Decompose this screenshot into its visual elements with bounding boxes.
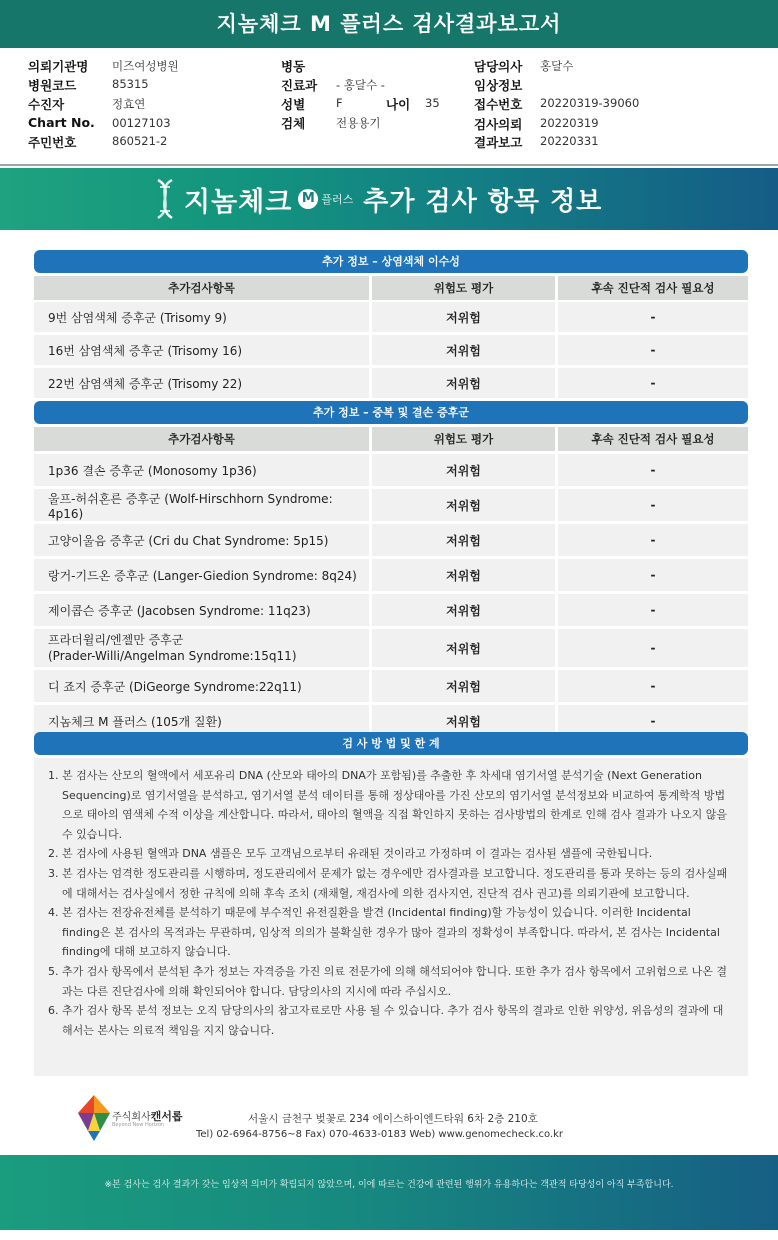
row-followup: - xyxy=(558,524,748,556)
code-value: 85315 xyxy=(112,77,149,91)
row-followup: - xyxy=(558,559,748,591)
table-header xyxy=(34,276,748,300)
table-row xyxy=(34,594,748,626)
report-title: 지놈체크 M 플러스 검사결과보고서 xyxy=(0,0,778,48)
hospital-value: 미즈여성병원 xyxy=(112,59,179,73)
row-followup: - xyxy=(558,454,748,486)
table-header xyxy=(34,427,748,451)
brand-plus: 플러스 xyxy=(321,193,354,206)
table-row xyxy=(34,670,748,702)
methods-item: 3. 본 검사는 엄격한 정도관리를 시행하며, 정도관리에서 문제가 없는 경우에만 검사결과를 보고합니다. 정도관리를 통과 못하는 등의 검사실패에 대해서는 검사실에서 정한 규칙에 의해 후속 조치 (재채혈, 재검사에 의한 검사지연, 진단적 검사 권고)를 의뢰기관에 보고합니다. xyxy=(48,866,728,900)
sex-label: 성별 xyxy=(281,97,306,112)
methods-list xyxy=(48,766,732,1040)
table-row xyxy=(34,629,748,667)
disclaimer-text: ※본 검사는 검사 결과가 갖는 임상적 의미가 확립되지 않았으며, 이에 따르는 건강에 관련된 행위가 유용하다는 객관적 타당성이 아직 부족합니다. xyxy=(104,1180,674,1190)
dept-label: 진료과 xyxy=(281,78,318,93)
banner-brand: 지놈체크 xyxy=(184,186,293,218)
corp-prefix: 주식회사 xyxy=(112,1112,151,1123)
ward-label: 병동 xyxy=(281,59,306,74)
result-value: 20220331 xyxy=(540,134,599,148)
id-value: 860521-2 xyxy=(112,134,168,148)
id-label: 주민번호 xyxy=(28,135,77,150)
methods-item: 4. 본 검사는 전장유전체를 분석하기 때문에 부수적인 유전질환을 발견 (Incidental finding)할 가능성이 있습니다. 이러한 Incidental finding은 본 검사의 목적과는 무관하며, 임상적 의의가 불확실한 경우가 많아 결과의 정확성이 부족합니다. 따라서, 본 검사는 Incidental finding에 대해 보고하지 않습니다. xyxy=(48,906,720,959)
table-row xyxy=(34,489,748,521)
brand-m-badge: M xyxy=(298,189,318,209)
dna-icon xyxy=(150,178,180,220)
chart-value: 00127103 xyxy=(112,116,171,130)
corp-slogan: Beyond New Horizon xyxy=(112,1122,165,1128)
row-item: 고양이울음 증후군 (Cri du Chat Syndrome: 5p15) xyxy=(34,524,369,556)
methods-item: 2. 본 검사에 사용된 혈액과 DNA 샘플은 모두 고객님으로부터 유래된 것이라고 가정하며 이 결과는 검사된 샘플에 국한됩니다. xyxy=(48,847,653,861)
hospital-label: 의뢰기관명 xyxy=(28,59,89,74)
section2-title: 추가 정보 – 중복 및 결손 증후군 xyxy=(34,401,748,424)
methods-item: 6. 추가 검사 항목 분석 정보는 오직 담당의사의 참고자료로만 사용 될 수 있습니다. 추가 검사 항목의 결과로 인한 위양성, 위음성의 결과에 대해서는 본사는 의료적 책임을 지지 않습니다. xyxy=(48,1004,724,1037)
table-row xyxy=(34,454,748,486)
patient-info xyxy=(0,50,778,162)
row-item: 울프-허쉬혼른 증후군 (Wolf-Hirschhorn Syndrome: 4p16) xyxy=(34,489,369,521)
row-item-sub: (Prader-Willi/Angelman Syndrome:15q11) xyxy=(48,649,297,663)
row-item: 지놈체크 M 플러스 (105개 질환) xyxy=(34,705,369,737)
banner-logo xyxy=(150,178,602,220)
age-label: 나이 xyxy=(386,97,411,112)
row-item: 디 죠지 증후군 (DiGeorge Syndrome:22q11) xyxy=(34,670,369,702)
section1-title: 추가 정보 – 상염색체 이수성 xyxy=(34,250,748,273)
row-followup: - xyxy=(558,629,748,667)
row-item: 22번 삼염색체 증후군 (Trisomy 22) xyxy=(34,368,369,398)
banner-heading: 추가 검사 항목 정보 xyxy=(363,186,603,217)
row-risk: 저위험 xyxy=(372,368,555,398)
row-followup: - xyxy=(558,489,748,521)
row-risk: 저위험 xyxy=(372,335,555,365)
receipt-label: 접수번호 xyxy=(474,97,523,112)
row-followup: - xyxy=(558,302,748,332)
header-followup: 후속 진단적 검사 필요성 xyxy=(558,276,748,300)
specimen-label: 검체 xyxy=(281,116,306,131)
table-row xyxy=(34,302,748,332)
row-risk: 저위험 xyxy=(372,670,555,702)
banner xyxy=(0,168,778,230)
receipt-value: 20220319-39060 xyxy=(540,96,640,110)
age-value: 35 xyxy=(425,96,440,110)
methods-item: 1. 본 검사는 산모의 혈액에서 세포유리 DNA (산모와 태아의 DNA가 포함됨)를 추출한 후 차세대 염기서열 분석기술 (Next Generation Sequencing)로 염기서열을 분석하고, 염기서열 분석 데이터를 통해 정상태아를 가진 산모의 염기서열 분석정보와 비교하여 통계학적 방법으로 태아의 염색체 수적 이상을 계산합니다. 따라서, 태아의 혈액을 직접 확인하지 못하는 검사방법의 한계로 인해 검사 결과가 나오지 않을 수 있습니다. xyxy=(48,769,727,841)
row-followup: - xyxy=(558,335,748,365)
chart-label: Chart No. xyxy=(28,115,95,130)
table-row xyxy=(34,368,748,398)
row-risk: 저위험 xyxy=(372,302,555,332)
doctor-value: 홍달수 xyxy=(540,59,574,73)
corp-address: 서울시 금천구 벚꽃로 234 에이스하이엔드타워 6차 2층 210호 xyxy=(248,1113,538,1125)
request-label: 검사의뢰 xyxy=(474,117,523,132)
row-risk: 저위험 xyxy=(372,629,555,667)
methods-item: 5. 추가 검사 항목에서 분석된 추가 정보는 자격증을 가진 의료 전문가에 의해 해석되어야 합니다. 또한 추가 검사 항목에서 고위험으로 나온 결과는 다른 진단검사에 의해 확인되어야 합니다. 담당의사의 지시에 따라 주십시오. xyxy=(48,964,727,998)
specimen-value: 전용용기 xyxy=(336,116,381,130)
row-item: 16번 삼염색체 증후군 (Trisomy 16) xyxy=(34,335,369,365)
row-risk: 저위험 xyxy=(372,524,555,556)
row-item: 9번 삼염색체 증후군 (Trisomy 9) xyxy=(34,302,369,332)
header-divider xyxy=(0,164,778,166)
footer xyxy=(0,1090,778,1154)
header-item: 추가검사항목 xyxy=(34,427,369,451)
row-followup: - xyxy=(558,705,748,737)
collector-value: 정효연 xyxy=(112,97,146,111)
row-followup: - xyxy=(558,368,748,398)
row-risk: 저위험 xyxy=(372,705,555,737)
collector-label: 수진자 xyxy=(28,97,65,112)
row-item: 1p36 결손 증후군 (Monosomy 1p36) xyxy=(34,454,369,486)
table-row xyxy=(34,559,748,591)
doctor-label: 담당의사 xyxy=(474,59,523,74)
code-label: 병원코드 xyxy=(28,78,77,93)
row-followup: - xyxy=(558,670,748,702)
clinical-label: 임상정보 xyxy=(474,78,523,93)
header-item: 추가검사항목 xyxy=(34,276,369,300)
row-risk: 저위험 xyxy=(372,594,555,626)
row-risk: 저위험 xyxy=(372,489,555,521)
header-risk: 위험도 평가 xyxy=(372,427,555,451)
request-value: 20220319 xyxy=(540,116,599,130)
row-risk: 저위험 xyxy=(372,559,555,591)
sex-value: F xyxy=(336,96,343,110)
table-row xyxy=(34,335,748,365)
row-item: 제이콥슨 증후군 (Jacobsen Syndrome: 11q23) xyxy=(34,594,369,626)
header-risk: 위험도 평가 xyxy=(372,276,555,300)
row-followup: - xyxy=(558,594,748,626)
row-item-text xyxy=(48,632,297,664)
header-followup: 후속 진단적 검사 필요성 xyxy=(558,427,748,451)
dept-value: - 홍달수 - xyxy=(336,78,385,92)
disclaimer-bar xyxy=(0,1155,778,1230)
corp-contact: Tel) 02-6964-8756~8 Fax) 070-4633-0183 Web) www.genomecheck.co.kr xyxy=(196,1129,564,1140)
corp-brand: 캔서롭 xyxy=(150,1110,183,1123)
table-row xyxy=(34,524,748,556)
row-risk: 저위험 xyxy=(372,454,555,486)
row-item: 랑거-기드온 증후군 (Langer-Giedion Syndrome: 8q24) xyxy=(34,559,369,591)
methods-body xyxy=(34,758,748,1076)
methods-title: 검 사 방 법 및 한 계 xyxy=(34,732,748,755)
cancerrop-logo-icon xyxy=(74,1093,114,1143)
row-item: 프라더윌리/엔젤만 증후군 xyxy=(48,633,184,647)
row-item-cell xyxy=(34,629,369,667)
result-label: 결과보고 xyxy=(474,135,523,150)
